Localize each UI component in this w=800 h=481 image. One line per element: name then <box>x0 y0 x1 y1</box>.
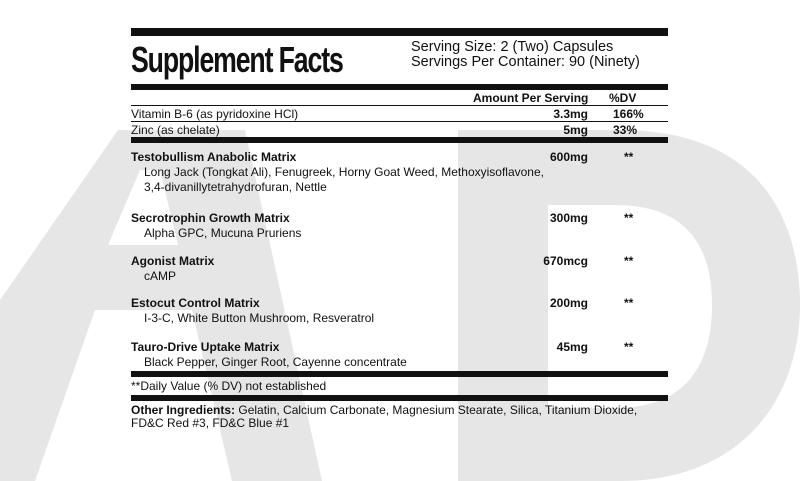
serving-info <box>411 40 640 70</box>
nutrient-amount: 5mg <box>563 123 588 137</box>
dv-header: %DV <box>609 91 637 105</box>
nutrient-name: Vitamin B-6 (as pyridoxine HCl) <box>131 107 299 121</box>
blend-ingredients: Alpha GPC, Mucuna Pruriens <box>144 226 302 240</box>
panel-header <box>131 36 668 84</box>
other-ingredients <box>131 401 668 430</box>
vitamin-row <box>131 122 668 137</box>
blend-amount: 45mg <box>556 340 588 354</box>
blend-name: Testobullism Anabolic Matrix <box>131 150 297 164</box>
supplement-facts-panel <box>131 28 668 430</box>
blend-amount: 600mg <box>549 150 588 164</box>
blend-amount: 300mg <box>549 211 588 225</box>
blend-name: Secrotrophin Growth Matrix <box>131 211 290 225</box>
blend-ingredients: I-3-C, White Button Mushroom, Resveratrol <box>144 311 375 325</box>
serving-size: Serving Size: 2 (Two) Capsules <box>411 39 614 55</box>
blend-dv: ** <box>624 150 634 164</box>
blend-name: Agonist Matrix <box>131 254 215 268</box>
blend-amount: 200mg <box>549 296 588 310</box>
blend-ingredients: Long Jack (Tongkat Ali), Fenugreek, Horny Goat Weed, Methoxyisoflavone, 3,4-divanillytetrahydrofuran, Nettle <box>144 165 544 194</box>
other-ingredients-list: Gelatin, Calcium Carbonate, Magnesium Stearate, Silica, Titanium Dioxide, FD&C Red #3, FD&C Blue #1 <box>131 403 638 430</box>
nutrient-name: Zinc (as chelate) <box>131 123 220 137</box>
blend-dv: ** <box>624 340 634 354</box>
panel-title: Supplement Facts <box>131 39 343 80</box>
servings-per-container: Servings Per Container: 90 (Ninety) <box>411 54 640 70</box>
nutrient-dv: 166% <box>613 107 644 121</box>
dv-footnote: **Daily Value (% DV) not established <box>131 379 327 393</box>
blend-name: Tauro-Drive Uptake Matrix <box>131 340 280 354</box>
blend-list <box>131 143 668 371</box>
other-ingredients-label: Other Ingredients: <box>131 403 236 417</box>
blend-dv: ** <box>624 211 634 225</box>
amount-header: Amount Per Serving <box>473 91 589 105</box>
blend-ingredients: cAMP <box>144 269 177 283</box>
column-headers <box>131 90 668 105</box>
blend-name: Estocut Control Matrix <box>131 296 260 310</box>
vitamin-row <box>131 106 668 121</box>
blend-dv: ** <box>624 296 634 310</box>
blend-dv: ** <box>624 254 634 268</box>
nutrient-amount: 3.3mg <box>553 107 588 121</box>
nutrient-dv: 33% <box>613 123 638 137</box>
blend-ingredients: Black Pepper, Ginger Root, Cayenne concentrate <box>144 355 407 369</box>
blend-amount: 670mcg <box>543 254 588 268</box>
top-bar <box>131 28 668 36</box>
